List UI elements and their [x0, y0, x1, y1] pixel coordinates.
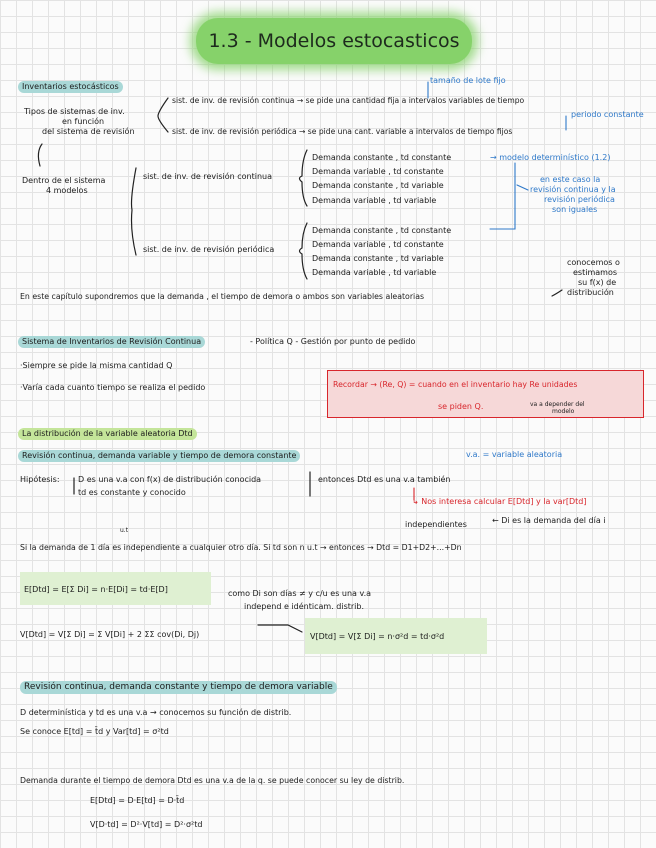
si-demanda-statement: Si la demanda de 1 día es independiente a cualquier otro día. Si td son n u.t → entonces → Dtd = D1+D2+...+Dn — [20, 543, 462, 552]
periodica-definition: sist. de inv. de revisión periódica → se pide una cant. variable a intervalos de tiempo fijos — [172, 127, 513, 136]
continua-row-2: Demanda variable , td constante — [312, 167, 444, 176]
ut-note: u.t — [120, 527, 129, 534]
note-periodo-constante: periodo constante — [571, 110, 644, 119]
continua-definition: sist. de inv. de revisión continua → se pide una cantidad fija a intervalos variables de tiempo — [172, 96, 525, 105]
s4-formula-2: V[D·td] = D²·V[td] = D²·σ²td — [90, 820, 203, 829]
modelo-deterministico: → modelo determinístico (1.2) — [490, 153, 611, 162]
subheading-demanda-variable: Revisión continua, demanda variable y tiempo de demora constante — [18, 450, 300, 462]
section-heading-inventarios: Inventarios estocásticos — [18, 81, 123, 93]
tipos-line-2: en función — [62, 117, 105, 126]
conocemos-1: conocemos o — [567, 258, 620, 267]
tipos-line-1: Tipos de sistemas de inv. — [24, 107, 125, 116]
bracket-continua-rows — [300, 150, 308, 206]
continua-row-1: Demanda constante , td constante — [312, 153, 452, 162]
s4-line-3: Demanda durante el tiempo de demora Dtd es una v.a de la q. se puede conocer su ley de distrib. — [20, 776, 405, 785]
bracket-dentro — [132, 168, 137, 255]
dentro-line-2: 4 modelos — [46, 186, 88, 195]
va-note: v.a. = variable aleatoria — [466, 450, 563, 459]
conocemos-2: estimamos — [573, 268, 617, 277]
va-depender: va a depender del — [530, 401, 585, 408]
entonces-va: entonces Dtd es una v.a también — [318, 475, 451, 484]
title-highlight — [196, 18, 472, 64]
independientes-note: independientes — [405, 520, 467, 529]
este-caso-2: revisión continua y la — [530, 185, 616, 194]
recordar-box — [327, 370, 644, 418]
politica-q: - Política Q - Gestión por punto de pedido — [250, 337, 416, 346]
continua-row-4: Demanda variable , td variable — [312, 196, 437, 205]
dentro-line-1: Dentro de el sistema — [22, 176, 106, 185]
s4-line-2: Se conoce E[td] = t̄d y Var[td] = σ²td — [20, 727, 169, 736]
note-tamano-lote: tamaño de lote fijo — [430, 76, 506, 85]
arrow-como — [258, 625, 302, 632]
arrow-conocemos — [552, 290, 562, 296]
bullet-misma-cantidad: ·Siempre se pide la misma cantidad Q — [20, 361, 173, 370]
hipotesis-label: Hipótesis: — [20, 475, 60, 484]
este-caso-1: en este caso la — [540, 175, 601, 184]
e-formula: E[Dtd] = E[Σ Di] = n·E[Di] = td·E[D] — [24, 585, 168, 594]
s4-line-1: D determinística y td es una v.a → conocemos su función de distrib. — [20, 708, 292, 717]
blue-link-modelo — [490, 163, 515, 229]
blue-tick-este-caso — [517, 185, 528, 190]
section-heading-revision-continua: Sistema de Inventarios de Revisión Continua — [18, 336, 205, 348]
nos-interesa: ↳ Nos interesa calcular E[Dtd] y la var[Dtd] — [412, 497, 587, 506]
v-result: V[Dtd] = V[Σ Di] = n·σ²d = td·σ²d — [310, 632, 445, 641]
periodica-row-4: Demanda variable , td variable — [312, 268, 437, 277]
este-caso-4: son iguales — [552, 205, 598, 214]
conocemos-3: su f(x) de — [578, 278, 617, 287]
tipos-line-3: del sistema de revisión — [42, 127, 135, 136]
hipotesis-2: td es constante y conocido — [78, 488, 186, 497]
bullet-varia-tiempo: ·Varía cada cuanto tiempo se realiza el pedido — [20, 383, 206, 392]
page-title: 1.3 - Modelos estocasticos — [208, 30, 460, 52]
label-sist-periodica: sist. de inv. de revisión periódica — [143, 245, 275, 254]
hipotesis-1: D es una v.a con f(x) de distribución conocida — [78, 475, 262, 484]
como-line-1: como Di son días ≠ y c/u es una v.a — [228, 589, 372, 598]
periodica-row-1: Demanda constante , td constante — [312, 226, 452, 235]
recordar-line-2: se piden Q. — [438, 402, 484, 411]
label-sist-continua: sist. de inv. de revisión continua — [143, 172, 273, 181]
capitulo-statement: En este capítulo supondremos que la demanda , el tiempo de demora o ambos son variables aleatorias — [20, 292, 425, 301]
section-heading-distribucion: La distribución de la variable aleatoria Dtd — [18, 428, 197, 440]
recordar-line-1: Recordar → (Re, Q) = cuando en el inventario hay Re unidades — [333, 380, 578, 389]
section-heading-demora-variable: Revisión continua, demanda constante y tiempo de demora variable — [20, 681, 337, 694]
este-caso-3: revisión periódica — [544, 195, 615, 204]
arrow-dentro — [38, 144, 42, 166]
di-note: ← Di es la demanda del día i — [492, 516, 606, 525]
va-depender-modelo: modelo — [552, 408, 575, 415]
periodica-row-2: Demanda variable , td constante — [312, 240, 444, 249]
conocemos-4: distribución — [567, 288, 614, 297]
continua-row-3: Demanda constante , td variable — [312, 181, 444, 190]
v-formula: V[Dtd] = V[Σ Di] = Σ V[Di] + 2 ΣΣ cov(Di, Dj) — [20, 630, 200, 639]
periodica-row-3: Demanda constante , td variable — [312, 254, 444, 263]
s4-formula-1: E[Dtd] = D·E[td] = D·t̄d — [90, 796, 185, 805]
como-line-2: independ e idénticam. distrib. — [244, 602, 365, 611]
bracket-periodica-rows — [300, 223, 308, 279]
bracket-tipos — [158, 98, 168, 132]
